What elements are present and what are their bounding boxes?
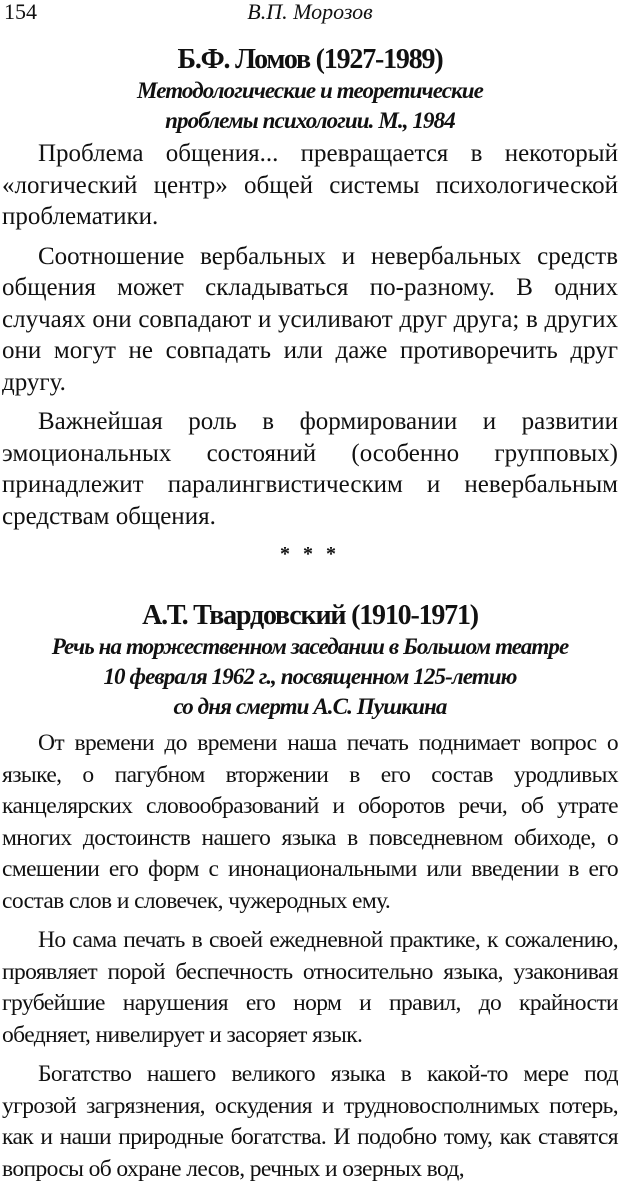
section-source-line: со дня смерти А.С. Пушкина xyxy=(173,694,447,719)
section-source-line: Методологические и теоретические xyxy=(137,78,483,103)
section-source-line: проблемы психологии. М., 1984 xyxy=(165,108,455,133)
section-author: А.Т. Твардовский (1910-1971) xyxy=(142,600,478,631)
section-source-line: Речь на торжественном заседании в Большом театре xyxy=(51,634,569,659)
quote-paragraph: Проблема общения... превращается в некоторый «логический центр» общей системы психологической проблематики. xyxy=(2,140,618,230)
running-head xyxy=(2,0,618,30)
quote-section-tvardovsky xyxy=(2,600,618,1185)
page-number: 154 xyxy=(4,0,37,24)
section-divider: * * * xyxy=(280,543,340,565)
quote-paragraph: Богатство нашего великого языка в какой-то мере под угрозой загрязнения, оскудения и трудновосполнимых потерь, как и наши природные богатства. И подобно тому, как ставятся вопросы об охране лесов, речных и озерных вод, xyxy=(2,1061,618,1182)
quote-paragraph: Но сама печать в своей ежедневной практике, к сожалению, проявляет порой беспечность относительно языка, узаконивая грубейшие нарушения его норм и правил, до крайности обедняет, нивелирует и засоряет язык. xyxy=(2,927,618,1048)
quote-section-lomov xyxy=(2,44,618,532)
quote-paragraph: Соотношение вербальных и невербальных средств общения может складываться по-разному. В одних случаях они совпадают и усиливают друг друга; в других они могут не совпадать или даже противоречить друг другу. xyxy=(2,242,618,396)
quote-paragraph: От времени до времени наша печать поднимает вопрос о языке, о пагубном вторжении в его состав уродливых канцелярских словообразований и оборотов речи, об утрате многих достоинств нашего языка в повседневном обиходе, о смешении его форм с инонациональными или введении в его состав слов и словечек, чужеродных ему. xyxy=(2,730,618,914)
quote-paragraph: Важнейшая роль в формировании и развитии эмоциональных состояний (особенно групповых) принадлежит паралингвистическим и невербальным средствам общения. xyxy=(2,408,618,530)
running-title: В.П. Морозов xyxy=(247,0,373,24)
section-author: Б.Ф. Ломов (1927-1989) xyxy=(177,44,443,75)
section-source-line: 10 февраля 1962 г., посвященном 125-летию xyxy=(103,664,517,689)
